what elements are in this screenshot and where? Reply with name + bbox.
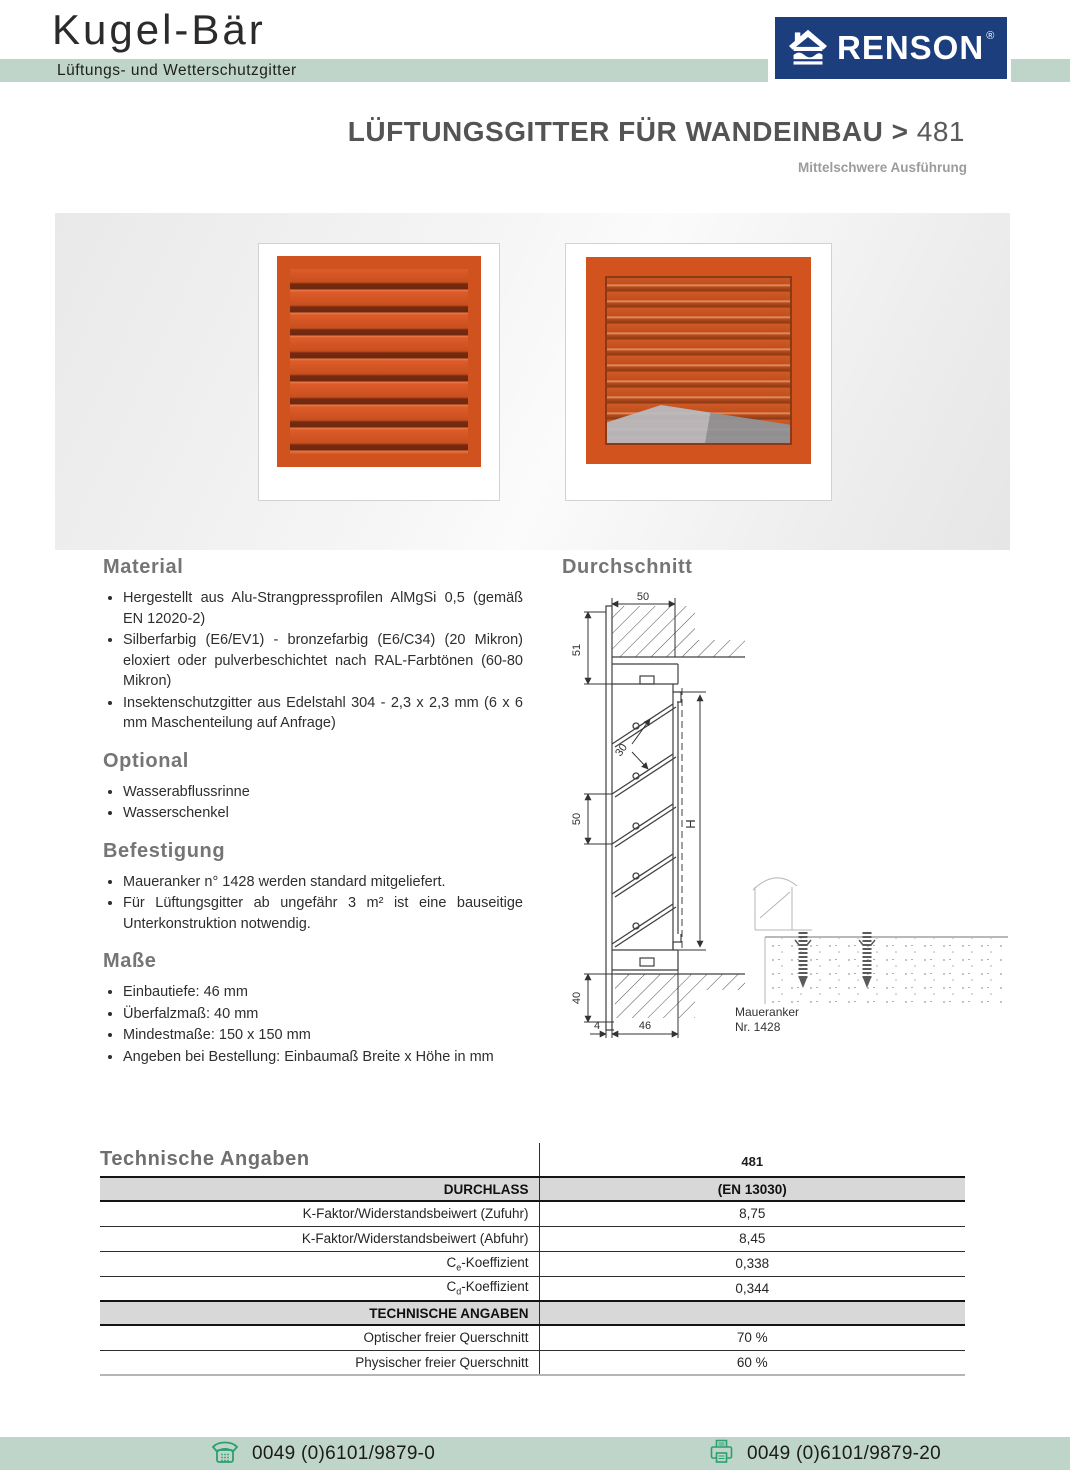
wall-anchor-detail	[735, 878, 1008, 1034]
frame-profile	[606, 606, 681, 1030]
brand-logo-text: Kugel-Bär	[52, 6, 266, 53]
material-list	[103, 588, 523, 734]
fax-number: 0049 (0)6101/9879-20	[747, 1442, 942, 1464]
anchor-label-line2: Nr. 1428	[735, 1020, 781, 1034]
section-heading-befestigung: Befestigung	[103, 839, 226, 862]
dim-label-overlap: 40	[571, 991, 583, 1005]
page-title	[348, 116, 965, 148]
dim-label-angle: 30	[613, 741, 630, 759]
list-item: • Angeben bei Bestellung: Einbaumaß Breite x Höhe in mm	[123, 1047, 523, 1068]
registered-mark: ®	[986, 30, 995, 42]
table-row: Physischer freier Querschnitt 60 %	[100, 1350, 965, 1375]
table-row: TECHNISCHE ANGABEN	[100, 1301, 965, 1325]
list-item: • Insektenschutzgitter aus Edelstahl 304 - 2,3 x 2,3 mm (6 x 6 mm Maschenteilung auf Anfrage)	[123, 693, 523, 734]
table-title-row	[100, 1143, 965, 1177]
table-row: Optischer freier Querschnitt 70 %	[100, 1325, 965, 1350]
masse-list	[103, 982, 523, 1067]
table-row: K-Faktor/Widerstandsbeiwert (Zufuhr) 8,75	[100, 1201, 965, 1226]
footer-band	[0, 1437, 1070, 1470]
dim-label-top-height: 51	[571, 643, 583, 657]
fax-icon	[708, 1438, 735, 1470]
grille-rear-view	[586, 257, 811, 464]
list-item: • Wasserschenkel	[123, 803, 523, 824]
cross-section-drawing	[560, 592, 1010, 1052]
product-photo-rear	[565, 243, 832, 501]
table-column-header: 481	[741, 1154, 764, 1169]
table-row: $C_e$-Koeffizient 0,338	[100, 1251, 965, 1276]
section-heading-durchschnitt: Durchschnitt	[562, 556, 693, 578]
dim-label-wall-depth: 50	[636, 592, 650, 603]
section-heading-optional: Optional	[103, 749, 189, 772]
table-row: $C_d$-Koeffizient 0,344	[100, 1276, 965, 1301]
footer-fax	[708, 1437, 941, 1470]
grille-front-view	[277, 256, 481, 467]
renson-house-icon	[787, 27, 829, 70]
phone-icon	[210, 1438, 240, 1470]
dim-label-height: H	[683, 819, 698, 829]
table-title: Technische Angaben	[100, 1148, 310, 1170]
footer-phone	[210, 1437, 435, 1470]
page-title-main: LÜFTUNGSGITTER FÜR WANDEINBAU	[347, 116, 884, 147]
table-row: K-Faktor/Widerstandsbeiwert (Abfuhr) 8,45	[100, 1226, 965, 1251]
louver-blades	[612, 704, 676, 947]
optional-list	[103, 782, 523, 824]
list-item: • Silberfarbig (E6/EV1) - bronzefarbig (E6/C34) (20 Mikron) eloxiert oder pulverbeschichtet nach RAL-Farbtönen (60-80 Mikron)	[123, 630, 523, 692]
list-item: • Mindestmaße: 150 x 150 mm	[123, 1025, 523, 1046]
list-item: • Für Lüftungsgitter ab ungefähr 3 m² ist eine bauseitige Unterkonstruktion notwendig.	[123, 893, 523, 934]
phone-number: 0049 (0)6101/9879-0	[252, 1442, 436, 1464]
section-heading-material: Material	[103, 556, 184, 578]
renson-wordmark: RENSON	[837, 29, 985, 66]
dim-label-pitch: 50	[571, 812, 583, 826]
insect-mesh	[605, 405, 792, 445]
renson-logo	[768, 14, 1011, 83]
dim-label-depth: 46	[638, 1020, 652, 1032]
page-title-code: 481	[916, 116, 965, 147]
list-item: • Maueranker n° 1428 werden standard mitgeliefert.	[123, 872, 523, 893]
page-title-separator: >	[883, 116, 917, 147]
technical-data-table	[100, 1143, 965, 1376]
product-photo-front	[258, 243, 500, 501]
brand-tagline: Lüftungs- und Wetterschutzgitter	[57, 62, 297, 79]
section-heading-masse: Maße	[103, 950, 157, 972]
dimension-labels	[571, 592, 698, 1032]
renson-logo-box	[775, 17, 1007, 79]
list-item: • Hergestellt aus Alu-Strangpressprofilen AlMgSi 0,5 (gemäß EN 12020-2)	[123, 588, 523, 629]
list-item: • Einbautiefe: 46 mm	[123, 982, 523, 1003]
page-subtitle: Mittelschwere Ausführung	[797, 160, 967, 175]
list-item: • Überfalzmaß: 40 mm	[123, 1004, 523, 1025]
table-row: DURCHLASS (EN 13030)	[100, 1177, 965, 1201]
anchor-label-line1: Maueranker	[735, 1005, 800, 1019]
spec-text-column	[103, 556, 523, 1083]
befestigung-list	[103, 872, 523, 935]
product-photo-panel	[55, 213, 1010, 550]
dim-label-face: 4	[593, 1020, 601, 1032]
list-item: • Wasserabflussrinne	[123, 782, 523, 803]
